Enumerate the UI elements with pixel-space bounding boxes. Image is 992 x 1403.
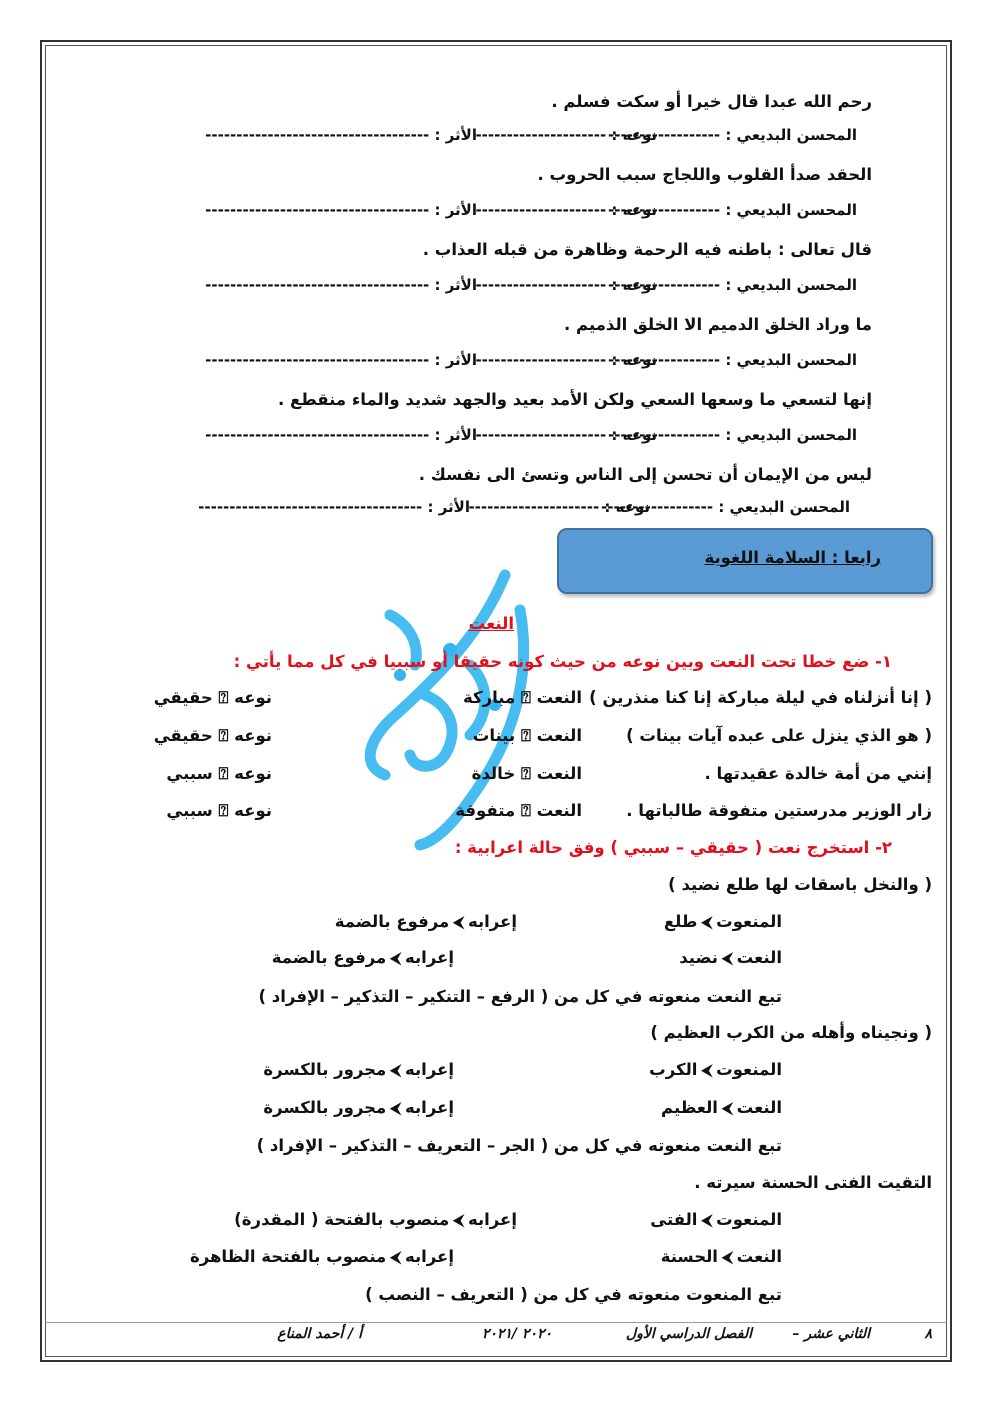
q1-row-4-type: نوعه ⍰ سببي <box>166 801 272 820</box>
q2-example-1-naat-irab: إعرابه⮜مرفوع بالضمة <box>271 948 454 967</box>
blank-row-4: المحسن البديعي : ------------------ نوعه : --------------------- الأثر : ------------------------------------ <box>205 351 857 369</box>
q2-example-3-manoot-irab: إعرابه⮜منصوب بالفتحة ( المقدرة) <box>234 1210 517 1229</box>
exercise-sentence-5: إنها لتسعي ما وسعها السعي ولكن الأمد بعيد والجهد شديد والماء منقطع . <box>277 390 872 409</box>
arrow-left-icon: ⮜ <box>453 913 464 931</box>
q1-row-1-naat: النعت ⍰ مباركة <box>462 688 582 707</box>
q2-example-1-sentence: ( والنخل باسقات لها طلع نضيد ) <box>668 875 932 894</box>
blank-row-3: المحسن البديعي : ------------------ نوعه : --------------------- الأثر : ------------------------------------ <box>205 276 857 294</box>
arrow-left-icon: ⮜ <box>721 949 733 967</box>
exercise-sentence-1: رحم الله عبدا قال خيرا أو سكت فسلم . <box>551 92 872 111</box>
q1-row-3-type: نوعه ⍰ سببي <box>166 764 272 783</box>
q1-heading: ١- ضع خطا تحت النعت وبين نوعه من حيث كونه حقيقا أو سببيا في كل مما يأتي : <box>233 652 892 671</box>
footer-year: ٢٠٢٠ /٢٠٢١ <box>481 1326 552 1342</box>
arrow-left-icon: ⮜ <box>390 949 401 967</box>
q2-example-3-agreement: تبع المنعوت منعوته في كل من ( التعريف – النصب ) <box>365 1285 782 1304</box>
q2-heading: ٢- استخرج نعت ( حقيقي – سببي ) وفق حالة اعرابية : <box>454 838 892 857</box>
q2-example-2-manoot-irab: إعرابه⮜مجرور بالكسرة <box>263 1060 454 1079</box>
arrow-left-icon: ⮜ <box>390 1061 401 1079</box>
exercise-sentence-6: ليس من الإيمان أن تحسن إلى الناس وتسئ الى نفسك . <box>418 465 872 484</box>
q1-row-3-naat: النعت ⍰ خالدة <box>471 764 582 783</box>
blank-row-6: المحسن البديعي : ------------------ نوعه : --------------------- الأثر : ------------------------------------ <box>198 498 850 516</box>
footer-page-number: ٨ <box>924 1326 932 1342</box>
q2-example-2-manoot: المنعوت⮜الكرب <box>649 1060 782 1079</box>
blank-row-2: المحسن البديعي : ------------------ نوعه : --------------------- الأثر : ------------------------------------ <box>205 201 857 219</box>
footer-divider <box>45 1322 947 1323</box>
q2-example-1-manoot: المنعوت⮜طلع <box>663 912 782 931</box>
section-title: رابعا : السلامة اللغوية <box>704 548 881 567</box>
q1-row-3-sentence: إنني من أمة خالدة عقيدتها . <box>704 764 932 783</box>
footer-grade: الثاني عشر – <box>792 1326 870 1342</box>
arrow-left-icon: ⮜ <box>701 913 713 931</box>
q1-row-2-naat: النعت ⍰ بينات <box>472 726 582 745</box>
topic-title: النعت <box>468 614 514 633</box>
q1-row-1-type: نوعه ⍰ حقيقي <box>153 688 272 707</box>
q1-row-4-naat: النعت ⍰ متفوقة <box>455 801 582 820</box>
q2-example-3-naat: النعت⮜الحسنة <box>660 1247 782 1266</box>
q2-example-1-manoot-irab: إعرابه⮜مرفوع بالضمة <box>334 912 517 931</box>
arrow-left-icon: ⮜ <box>721 1248 733 1266</box>
q2-example-3-naat-irab: إعرابه⮜منصوب بالفتحة الظاهرة <box>189 1247 454 1266</box>
q2-example-2-agreement: تبع النعت منعوته في كل من ( الجر – التعريف – التذكير – الإفراد ) <box>256 1136 782 1155</box>
q2-example-1-naat: النعت⮜نضيد <box>679 948 782 967</box>
footer-semester: الفصل الدراسي الأول <box>625 1326 752 1342</box>
section-header-box <box>557 528 933 594</box>
arrow-left-icon: ⮜ <box>453 1211 464 1229</box>
exercise-sentence-3: قال تعالى : باطنه فيه الرحمة وظاهرة من قبله العذاب . <box>422 240 872 259</box>
arrow-left-icon: ⮜ <box>701 1211 713 1229</box>
q2-example-3-manoot: المنعوت⮜الفتى <box>650 1210 782 1229</box>
exercise-sentence-2: الحقد صدأ القلوب واللجاج سبب الحروب . <box>537 165 872 184</box>
q2-example-3-sentence: التقيت الفتى الحسنة سيرته . <box>694 1173 932 1192</box>
arrow-left-icon: ⮜ <box>390 1248 401 1266</box>
arrow-left-icon: ⮜ <box>701 1061 713 1079</box>
exercise-sentence-4: ما وراد الخلق الدميم الا الخلق الذميم . <box>564 315 872 334</box>
q1-row-1-sentence: ( إنا أنزلناه في ليلة مباركة إنا كنا منذرين ) <box>589 688 932 707</box>
arrow-left-icon: ⮜ <box>390 1099 401 1117</box>
q2-example-1-agreement: تبع النعت منعوته في كل من ( الرفع – التنكير – التذكير – الإفراد ) <box>258 987 782 1006</box>
q1-row-2-sentence: ( هو الذي ينزل على عبده آيات بينات ) <box>626 726 932 745</box>
q1-row-4-sentence: زار الوزير مدرستين متفوقة طالباتها . <box>626 801 932 820</box>
arrow-left-icon: ⮜ <box>721 1099 733 1117</box>
blank-row-5: المحسن البديعي : ------------------ نوعه : --------------------- الأثر : ------------------------------------ <box>205 426 857 444</box>
q1-row-2-type: نوعه ⍰ حقيقي <box>153 726 272 745</box>
q2-example-2-naat: النعت⮜العظيم <box>661 1098 782 1117</box>
q2-example-2-naat-irab: إعرابه⮜مجرور بالكسرة <box>263 1098 454 1117</box>
blank-row-1: المحسن البديعي : ------------------ نوعه : --------------------- الأثر : ------------------------------------ <box>205 126 857 144</box>
q2-example-2-sentence: ( ونجيناه وأهله من الكرب العظيم ) <box>650 1023 932 1042</box>
footer-author: أ / أحمد المناع <box>277 1326 362 1342</box>
